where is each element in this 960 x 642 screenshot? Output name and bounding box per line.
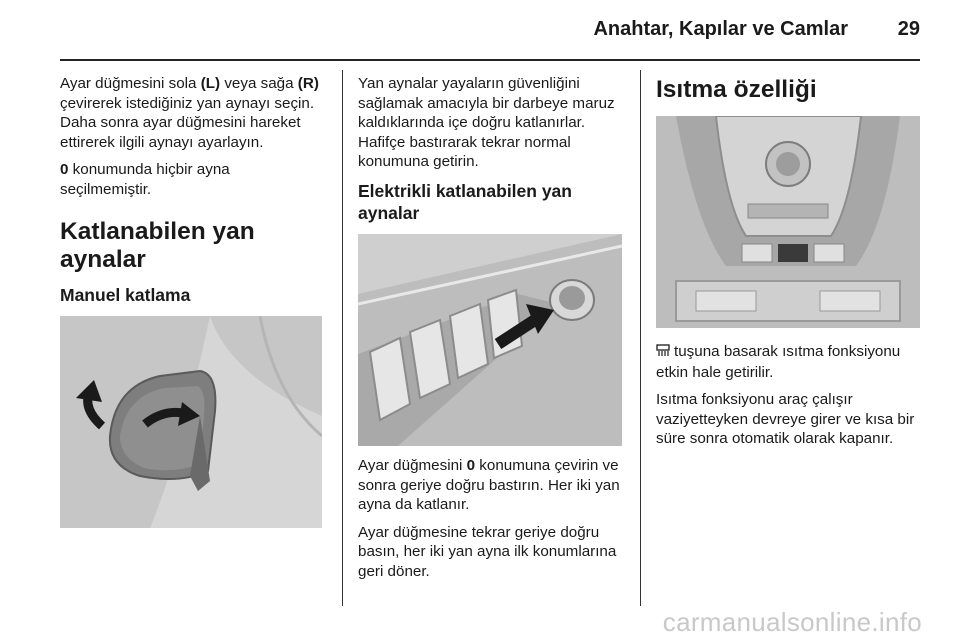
paragraph-pedestrian-safety: Yan aynalar yayaların güvenliğini sağlamak amacıyla bir darbeye maruz kaldıklarında içe doğru katlanırlar. Hafifçe bastırarak tekrar normal konumuna getirin. xyxy=(358,75,615,171)
header-rule xyxy=(60,59,920,61)
manual-folding-illustration xyxy=(60,316,322,528)
paragraph-heating-operation: Isıtma fonksiyonu araç çalışır vaziyetteyken devreye girer ve kısa bir süre sonra otomatik olarak kapanır. xyxy=(656,391,915,448)
electric-folding-illustration xyxy=(358,234,622,446)
heading-heating-function: Isıtma özelliği xyxy=(656,76,817,103)
subheading-manual-folding: Manuel katlama xyxy=(60,284,191,305)
column-1 xyxy=(60,74,322,528)
watermark: carmanualsonline.info xyxy=(662,607,922,637)
subheading-electric-folding: Elektrikli katlanabilen yan aynalar xyxy=(358,180,572,223)
center-console-illustration xyxy=(656,116,920,328)
heated-mirror-icon xyxy=(656,343,670,363)
page-number: 29 xyxy=(897,18,920,40)
heading-folding-mirrors: Katlanabilen yan aynalar xyxy=(60,217,255,273)
paragraph-mirror-select: Ayar düğmesini sola (L) veya sağa (R) çevirerek istediğiniz yan aynayı seçin. Daha sonra ayar düğmesini hareket ettirerek ilgili aynayı ayarlayın. xyxy=(60,75,319,151)
page-header-title: Anahtar, Kapılar ve Camlar xyxy=(593,18,848,40)
paragraph-unfold-instructions: Ayar düğmesine tekrar geriye doğru basın, her iki yan ayna ilk konumlarına geri döner. xyxy=(358,523,617,580)
column-divider-1 xyxy=(342,70,343,606)
paragraph-fold-instructions: Ayar düğmesini 0 konumuna çevirin ve sonra geriye doğru bastırın. Her iki yan ayna da katlanır. xyxy=(358,456,620,514)
paragraph-neutral-position: 0 konumunda hiçbir ayna seçilmemiştir. xyxy=(60,161,230,198)
paragraph-heating-button: tuşuna basarak ısıtma fonksiyonu etkin hale getirilir. xyxy=(656,343,901,381)
column-divider-2 xyxy=(640,70,641,606)
column-3 xyxy=(656,74,920,457)
column-2 xyxy=(358,74,622,590)
